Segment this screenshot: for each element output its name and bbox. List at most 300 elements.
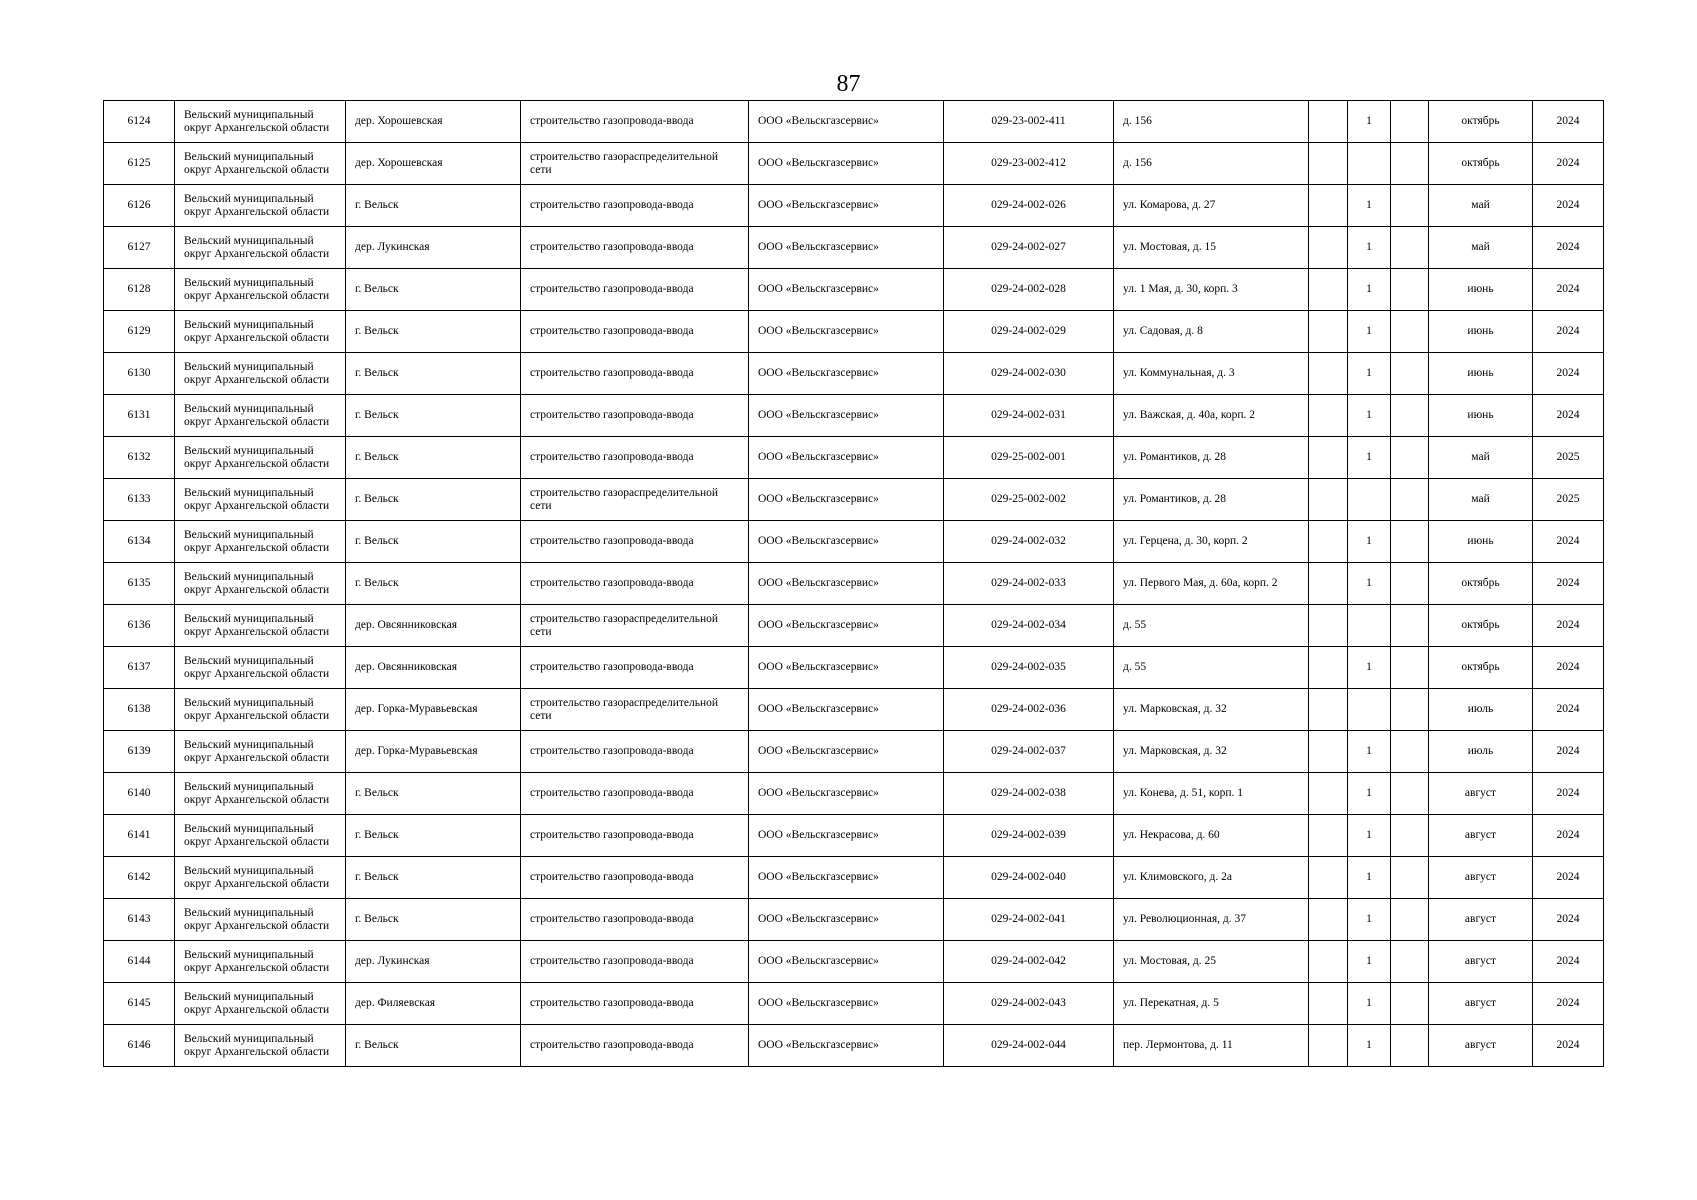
object-code-cell: 029-25-002-002 (944, 479, 1114, 521)
object-code-cell: 029-24-002-027 (944, 227, 1114, 269)
quantity-cell: 1 (1348, 1025, 1391, 1067)
row-number: 6130 (104, 353, 175, 395)
table-row (104, 437, 1604, 479)
column-10-cell (1391, 269, 1429, 311)
column-8-cell (1309, 647, 1348, 689)
work-type-cell: строительство газопровода-ввода (521, 437, 749, 479)
row-number: 6126 (104, 185, 175, 227)
work-type-cell: строительство газопровода-ввода (521, 395, 749, 437)
organization-cell: ООО «Вельскгазсервис» (749, 101, 944, 143)
column-10-cell (1391, 227, 1429, 269)
month-cell: июнь (1429, 311, 1533, 353)
year-cell: 2024 (1533, 227, 1604, 269)
work-type-cell: строительство газопровода-ввода (521, 647, 749, 689)
settlement-cell: г. Вельск (346, 311, 521, 353)
object-code-cell: 029-24-002-037 (944, 731, 1114, 773)
work-type-cell: строительство газопровода-ввода (521, 899, 749, 941)
work-type-cell: строительство газопровода-ввода (521, 1025, 749, 1067)
district-cell: Вельский муниципальный округ Архангельской области (175, 941, 346, 983)
district-cell: Вельский муниципальный округ Архангельской области (175, 899, 346, 941)
object-code-cell: 029-24-002-044 (944, 1025, 1114, 1067)
year-cell: 2024 (1533, 1025, 1604, 1067)
organization-cell: ООО «Вельскгазсервис» (749, 941, 944, 983)
settlement-cell: г. Вельск (346, 395, 521, 437)
organization-cell: ООО «Вельскгазсервис» (749, 479, 944, 521)
settlement-cell: г. Вельск (346, 563, 521, 605)
column-8-cell (1309, 857, 1348, 899)
organization-cell: ООО «Вельскгазсервис» (749, 437, 944, 479)
work-type-cell: строительство газопровода-ввода (521, 815, 749, 857)
settlement-cell: дер. Хорошевская (346, 101, 521, 143)
row-number: 6145 (104, 983, 175, 1025)
district-cell: Вельский муниципальный округ Архангельской области (175, 521, 346, 563)
quantity-cell: 1 (1348, 437, 1391, 479)
address-cell: д. 55 (1114, 647, 1309, 689)
object-code-cell: 029-24-002-033 (944, 563, 1114, 605)
address-cell: ул. Мостовая, д. 15 (1114, 227, 1309, 269)
object-code-cell: 029-23-002-412 (944, 143, 1114, 185)
work-type-cell: строительство газопровода-ввода (521, 857, 749, 899)
organization-cell: ООО «Вельскгазсервис» (749, 605, 944, 647)
year-cell: 2024 (1533, 731, 1604, 773)
row-number: 6139 (104, 731, 175, 773)
column-10-cell (1391, 311, 1429, 353)
table-row (104, 899, 1604, 941)
month-cell: август (1429, 773, 1533, 815)
quantity-cell: 1 (1348, 353, 1391, 395)
month-cell: октябрь (1429, 647, 1533, 689)
address-cell: д. 156 (1114, 101, 1309, 143)
row-number: 6134 (104, 521, 175, 563)
row-number: 6136 (104, 605, 175, 647)
quantity-cell (1348, 479, 1391, 521)
year-cell: 2024 (1533, 101, 1604, 143)
column-10-cell (1391, 983, 1429, 1025)
district-cell: Вельский муниципальный округ Архангельской области (175, 479, 346, 521)
district-cell: Вельский муниципальный округ Архангельской области (175, 101, 346, 143)
column-10-cell (1391, 143, 1429, 185)
address-cell: ул. Первого Мая, д. 60а, корп. 2 (1114, 563, 1309, 605)
column-8-cell (1309, 143, 1348, 185)
year-cell: 2024 (1533, 605, 1604, 647)
organization-cell: ООО «Вельскгазсервис» (749, 395, 944, 437)
object-code-cell: 029-24-002-041 (944, 899, 1114, 941)
settlement-cell: г. Вельск (346, 773, 521, 815)
month-cell: октябрь (1429, 101, 1533, 143)
page-number: 87 (836, 71, 861, 97)
column-8-cell (1309, 689, 1348, 731)
quantity-cell (1348, 689, 1391, 731)
work-type-cell: строительство газораспределительной сети (521, 605, 749, 647)
month-cell: июнь (1429, 353, 1533, 395)
column-10-cell (1391, 647, 1429, 689)
address-cell: ул. 1 Мая, д. 30, корп. 3 (1114, 269, 1309, 311)
column-8-cell (1309, 437, 1348, 479)
settlement-cell: г. Вельск (346, 815, 521, 857)
table-row (104, 395, 1604, 437)
column-8-cell (1309, 479, 1348, 521)
object-code-cell: 029-24-002-028 (944, 269, 1114, 311)
column-10-cell (1391, 479, 1429, 521)
year-cell: 2024 (1533, 773, 1604, 815)
column-8-cell (1309, 815, 1348, 857)
row-number: 6133 (104, 479, 175, 521)
organization-cell: ООО «Вельскгазсервис» (749, 773, 944, 815)
year-cell: 2025 (1533, 437, 1604, 479)
district-cell: Вельский муниципальный округ Архангельской области (175, 269, 346, 311)
object-code-cell: 029-24-002-032 (944, 521, 1114, 563)
object-code-cell: 029-24-002-039 (944, 815, 1114, 857)
column-10-cell (1391, 815, 1429, 857)
column-8-cell (1309, 227, 1348, 269)
month-cell: октябрь (1429, 563, 1533, 605)
column-8-cell (1309, 773, 1348, 815)
quantity-cell: 1 (1348, 185, 1391, 227)
column-8-cell (1309, 1025, 1348, 1067)
row-number: 6125 (104, 143, 175, 185)
organization-cell: ООО «Вельскгазсервис» (749, 185, 944, 227)
year-cell: 2024 (1533, 941, 1604, 983)
object-code-cell: 029-24-002-043 (944, 983, 1114, 1025)
quantity-cell: 1 (1348, 395, 1391, 437)
column-8-cell (1309, 101, 1348, 143)
quantity-cell: 1 (1348, 521, 1391, 563)
district-cell: Вельский муниципальный округ Архангельской области (175, 815, 346, 857)
quantity-cell: 1 (1348, 227, 1391, 269)
column-8-cell (1309, 899, 1348, 941)
month-cell: май (1429, 185, 1533, 227)
quantity-cell: 1 (1348, 815, 1391, 857)
district-cell: Вельский муниципальный округ Архангельской области (175, 773, 346, 815)
organization-cell: ООО «Вельскгазсервис» (749, 857, 944, 899)
column-10-cell (1391, 563, 1429, 605)
column-10-cell (1391, 395, 1429, 437)
district-cell: Вельский муниципальный округ Архангельской области (175, 983, 346, 1025)
district-cell: Вельский муниципальный округ Архангельской области (175, 143, 346, 185)
month-cell: май (1429, 479, 1533, 521)
object-code-cell: 029-24-002-029 (944, 311, 1114, 353)
address-cell: ул. Герцена, д. 30, корп. 2 (1114, 521, 1309, 563)
organization-cell: ООО «Вельскгазсервис» (749, 815, 944, 857)
column-8-cell (1309, 395, 1348, 437)
district-cell: Вельский муниципальный округ Архангельской области (175, 857, 346, 899)
table-row (104, 479, 1604, 521)
object-code-cell: 029-25-002-001 (944, 437, 1114, 479)
row-number: 6142 (104, 857, 175, 899)
month-cell: октябрь (1429, 143, 1533, 185)
address-cell: ул. Романтиков, д. 28 (1114, 479, 1309, 521)
organization-cell: ООО «Вельскгазсервис» (749, 689, 944, 731)
address-cell: ул. Революционная, д. 37 (1114, 899, 1309, 941)
work-type-cell: строительство газопровода-ввода (521, 185, 749, 227)
quantity-cell: 1 (1348, 941, 1391, 983)
table-row (104, 773, 1604, 815)
year-cell: 2024 (1533, 353, 1604, 395)
column-8-cell (1309, 521, 1348, 563)
work-type-cell: строительство газопровода-ввода (521, 227, 749, 269)
quantity-cell: 1 (1348, 899, 1391, 941)
organization-cell: ООО «Вельскгазсервис» (749, 563, 944, 605)
district-cell: Вельский муниципальный округ Архангельской области (175, 311, 346, 353)
year-cell: 2024 (1533, 563, 1604, 605)
quantity-cell (1348, 605, 1391, 647)
district-cell: Вельский муниципальный округ Архангельской области (175, 1025, 346, 1067)
column-10-cell (1391, 437, 1429, 479)
district-cell: Вельский муниципальный округ Архангельской области (175, 353, 346, 395)
year-cell: 2025 (1533, 479, 1604, 521)
column-10-cell (1391, 689, 1429, 731)
row-number: 6138 (104, 689, 175, 731)
object-code-cell: 029-24-002-034 (944, 605, 1114, 647)
month-cell: июнь (1429, 395, 1533, 437)
month-cell: июль (1429, 731, 1533, 773)
district-cell: Вельский муниципальный округ Архангельской области (175, 689, 346, 731)
settlement-cell: г. Вельск (346, 185, 521, 227)
table-row (104, 689, 1604, 731)
year-cell: 2024 (1533, 899, 1604, 941)
organization-cell: ООО «Вельскгазсервис» (749, 269, 944, 311)
table-row (104, 185, 1604, 227)
object-code-cell: 029-24-002-030 (944, 353, 1114, 395)
district-cell: Вельский муниципальный округ Архангельской области (175, 227, 346, 269)
column-8-cell (1309, 353, 1348, 395)
settlement-cell: дер. Горка-Муравьевская (346, 731, 521, 773)
month-cell: июнь (1429, 269, 1533, 311)
settlement-cell: дер. Хорошевская (346, 143, 521, 185)
row-number: 6129 (104, 311, 175, 353)
object-code-cell: 029-24-002-026 (944, 185, 1114, 227)
quantity-cell: 1 (1348, 269, 1391, 311)
organization-cell: ООО «Вельскгазсервис» (749, 227, 944, 269)
work-type-cell: строительство газопровода-ввода (521, 269, 749, 311)
address-cell: ул. Коммунальная, д. 3 (1114, 353, 1309, 395)
year-cell: 2024 (1533, 857, 1604, 899)
address-cell: д. 156 (1114, 143, 1309, 185)
month-cell: июль (1429, 689, 1533, 731)
settlement-cell: дер. Горка-Муравьевская (346, 689, 521, 731)
settlement-cell: г. Вельск (346, 353, 521, 395)
month-cell: май (1429, 437, 1533, 479)
settlement-cell: г. Вельск (346, 437, 521, 479)
work-type-cell: строительство газопровода-ввода (521, 983, 749, 1025)
row-number: 6137 (104, 647, 175, 689)
organization-cell: ООО «Вельскгазсервис» (749, 311, 944, 353)
table-row (104, 941, 1604, 983)
work-type-cell: строительство газопровода-ввода (521, 773, 749, 815)
address-cell: ул. Марковская, д. 32 (1114, 689, 1309, 731)
row-number: 6128 (104, 269, 175, 311)
column-10-cell (1391, 731, 1429, 773)
organization-cell: ООО «Вельскгазсервис» (749, 521, 944, 563)
table-row (104, 815, 1604, 857)
table-row (104, 269, 1604, 311)
address-cell: ул. Перекатная, д. 5 (1114, 983, 1309, 1025)
work-type-cell: строительство газопровода-ввода (521, 563, 749, 605)
column-8-cell (1309, 269, 1348, 311)
organization-cell: ООО «Вельскгазсервис» (749, 647, 944, 689)
row-number: 6144 (104, 941, 175, 983)
month-cell: август (1429, 857, 1533, 899)
address-cell: ул. Мостовая, д. 25 (1114, 941, 1309, 983)
work-type-cell: строительство газопровода-ввода (521, 731, 749, 773)
month-cell: июнь (1429, 521, 1533, 563)
column-10-cell (1391, 857, 1429, 899)
column-8-cell (1309, 731, 1348, 773)
organization-cell: ООО «Вельскгазсервис» (749, 731, 944, 773)
address-cell: ул. Марковская, д. 32 (1114, 731, 1309, 773)
district-cell: Вельский муниципальный округ Архангельской области (175, 605, 346, 647)
table-row (104, 143, 1604, 185)
column-10-cell (1391, 101, 1429, 143)
work-type-cell: строительство газораспределительной сети (521, 143, 749, 185)
year-cell: 2024 (1533, 815, 1604, 857)
object-code-cell: 029-24-002-042 (944, 941, 1114, 983)
address-cell: ул. Комарова, д. 27 (1114, 185, 1309, 227)
table-row (104, 605, 1604, 647)
object-code-cell: 029-23-002-411 (944, 101, 1114, 143)
row-number: 6143 (104, 899, 175, 941)
organization-cell: ООО «Вельскгазсервис» (749, 1025, 944, 1067)
address-cell: ул. Конева, д. 51, корп. 1 (1114, 773, 1309, 815)
table-row (104, 227, 1604, 269)
year-cell: 2024 (1533, 185, 1604, 227)
address-cell: ул. Садовая, д. 8 (1114, 311, 1309, 353)
address-cell: ул. Важская, д. 40а, корп. 2 (1114, 395, 1309, 437)
table-body (104, 101, 1604, 1067)
work-type-cell: строительство газораспределительной сети (521, 689, 749, 731)
settlement-cell: дер. Филяевская (346, 983, 521, 1025)
column-8-cell (1309, 311, 1348, 353)
address-cell: пер. Лермонтова, д. 11 (1114, 1025, 1309, 1067)
table-row (104, 311, 1604, 353)
month-cell: август (1429, 815, 1533, 857)
organization-cell: ООО «Вельскгазсервис» (749, 353, 944, 395)
quantity-cell: 1 (1348, 101, 1391, 143)
object-code-cell: 029-24-002-036 (944, 689, 1114, 731)
table-row (104, 521, 1604, 563)
work-type-cell: строительство газопровода-ввода (521, 311, 749, 353)
year-cell: 2024 (1533, 689, 1604, 731)
column-8-cell (1309, 941, 1348, 983)
month-cell: август (1429, 899, 1533, 941)
district-cell: Вельский муниципальный округ Архангельской области (175, 731, 346, 773)
work-type-cell: строительство газораспределительной сети (521, 479, 749, 521)
organization-cell: ООО «Вельскгазсервис» (749, 143, 944, 185)
month-cell: август (1429, 941, 1533, 983)
column-8-cell (1309, 185, 1348, 227)
row-number: 6140 (104, 773, 175, 815)
row-number: 6146 (104, 1025, 175, 1067)
organization-cell: ООО «Вельскгазсервис» (749, 899, 944, 941)
year-cell: 2024 (1533, 395, 1604, 437)
row-number: 6135 (104, 563, 175, 605)
column-10-cell (1391, 185, 1429, 227)
quantity-cell: 1 (1348, 857, 1391, 899)
work-type-cell: строительство газопровода-ввода (521, 941, 749, 983)
settlement-cell: дер. Лукинская (346, 941, 521, 983)
quantity-cell: 1 (1348, 731, 1391, 773)
district-cell: Вельский муниципальный округ Архангельской области (175, 437, 346, 479)
settlement-cell: г. Вельск (346, 857, 521, 899)
table-row (104, 983, 1604, 1025)
row-number: 6124 (104, 101, 175, 143)
organization-cell: ООО «Вельскгазсервис» (749, 983, 944, 1025)
quantity-cell (1348, 143, 1391, 185)
settlement-cell: г. Вельск (346, 269, 521, 311)
year-cell: 2024 (1533, 983, 1604, 1025)
work-type-cell: строительство газопровода-ввода (521, 101, 749, 143)
work-type-cell: строительство газопровода-ввода (521, 521, 749, 563)
settlement-cell: г. Вельск (346, 521, 521, 563)
year-cell: 2024 (1533, 269, 1604, 311)
settlement-cell: дер. Овсянниковская (346, 605, 521, 647)
address-cell: ул. Климовского, д. 2а (1114, 857, 1309, 899)
table-row (104, 857, 1604, 899)
row-number: 6141 (104, 815, 175, 857)
table-row (104, 1025, 1604, 1067)
object-code-cell: 029-24-002-035 (944, 647, 1114, 689)
work-type-cell: строительство газопровода-ввода (521, 353, 749, 395)
address-cell: ул. Романтиков, д. 28 (1114, 437, 1309, 479)
table-row (104, 731, 1604, 773)
table-row (104, 563, 1604, 605)
address-cell: д. 55 (1114, 605, 1309, 647)
district-cell: Вельский муниципальный округ Архангельской области (175, 185, 346, 227)
district-cell: Вельский муниципальный округ Архангельской области (175, 647, 346, 689)
month-cell: август (1429, 983, 1533, 1025)
settlement-cell: дер. Овсянниковская (346, 647, 521, 689)
column-10-cell (1391, 521, 1429, 563)
settlement-cell: г. Вельск (346, 479, 521, 521)
settlement-cell: дер. Лукинская (346, 227, 521, 269)
object-code-cell: 029-24-002-038 (944, 773, 1114, 815)
district-cell: Вельский муниципальный округ Архангельской области (175, 563, 346, 605)
quantity-cell: 1 (1348, 773, 1391, 815)
year-cell: 2024 (1533, 143, 1604, 185)
registry-table (103, 100, 1604, 1067)
quantity-cell: 1 (1348, 563, 1391, 605)
row-number: 6127 (104, 227, 175, 269)
column-8-cell (1309, 563, 1348, 605)
settlement-cell: г. Вельск (346, 899, 521, 941)
quantity-cell: 1 (1348, 647, 1391, 689)
row-number: 6132 (104, 437, 175, 479)
quantity-cell: 1 (1348, 311, 1391, 353)
table-row (104, 101, 1604, 143)
address-cell: ул. Некрасова, д. 60 (1114, 815, 1309, 857)
month-cell: октябрь (1429, 605, 1533, 647)
year-cell: 2024 (1533, 521, 1604, 563)
settlement-cell: г. Вельск (346, 1025, 521, 1067)
district-cell: Вельский муниципальный округ Архангельской области (175, 395, 346, 437)
column-10-cell (1391, 1025, 1429, 1067)
month-cell: август (1429, 1025, 1533, 1067)
column-10-cell (1391, 353, 1429, 395)
column-10-cell (1391, 773, 1429, 815)
column-10-cell (1391, 899, 1429, 941)
column-8-cell (1309, 983, 1348, 1025)
column-10-cell (1391, 605, 1429, 647)
year-cell: 2024 (1533, 647, 1604, 689)
table-row (104, 353, 1604, 395)
object-code-cell: 029-24-002-031 (944, 395, 1114, 437)
year-cell: 2024 (1533, 311, 1604, 353)
object-code-cell: 029-24-002-040 (944, 857, 1114, 899)
row-number: 6131 (104, 395, 175, 437)
month-cell: май (1429, 227, 1533, 269)
column-10-cell (1391, 941, 1429, 983)
column-8-cell (1309, 605, 1348, 647)
